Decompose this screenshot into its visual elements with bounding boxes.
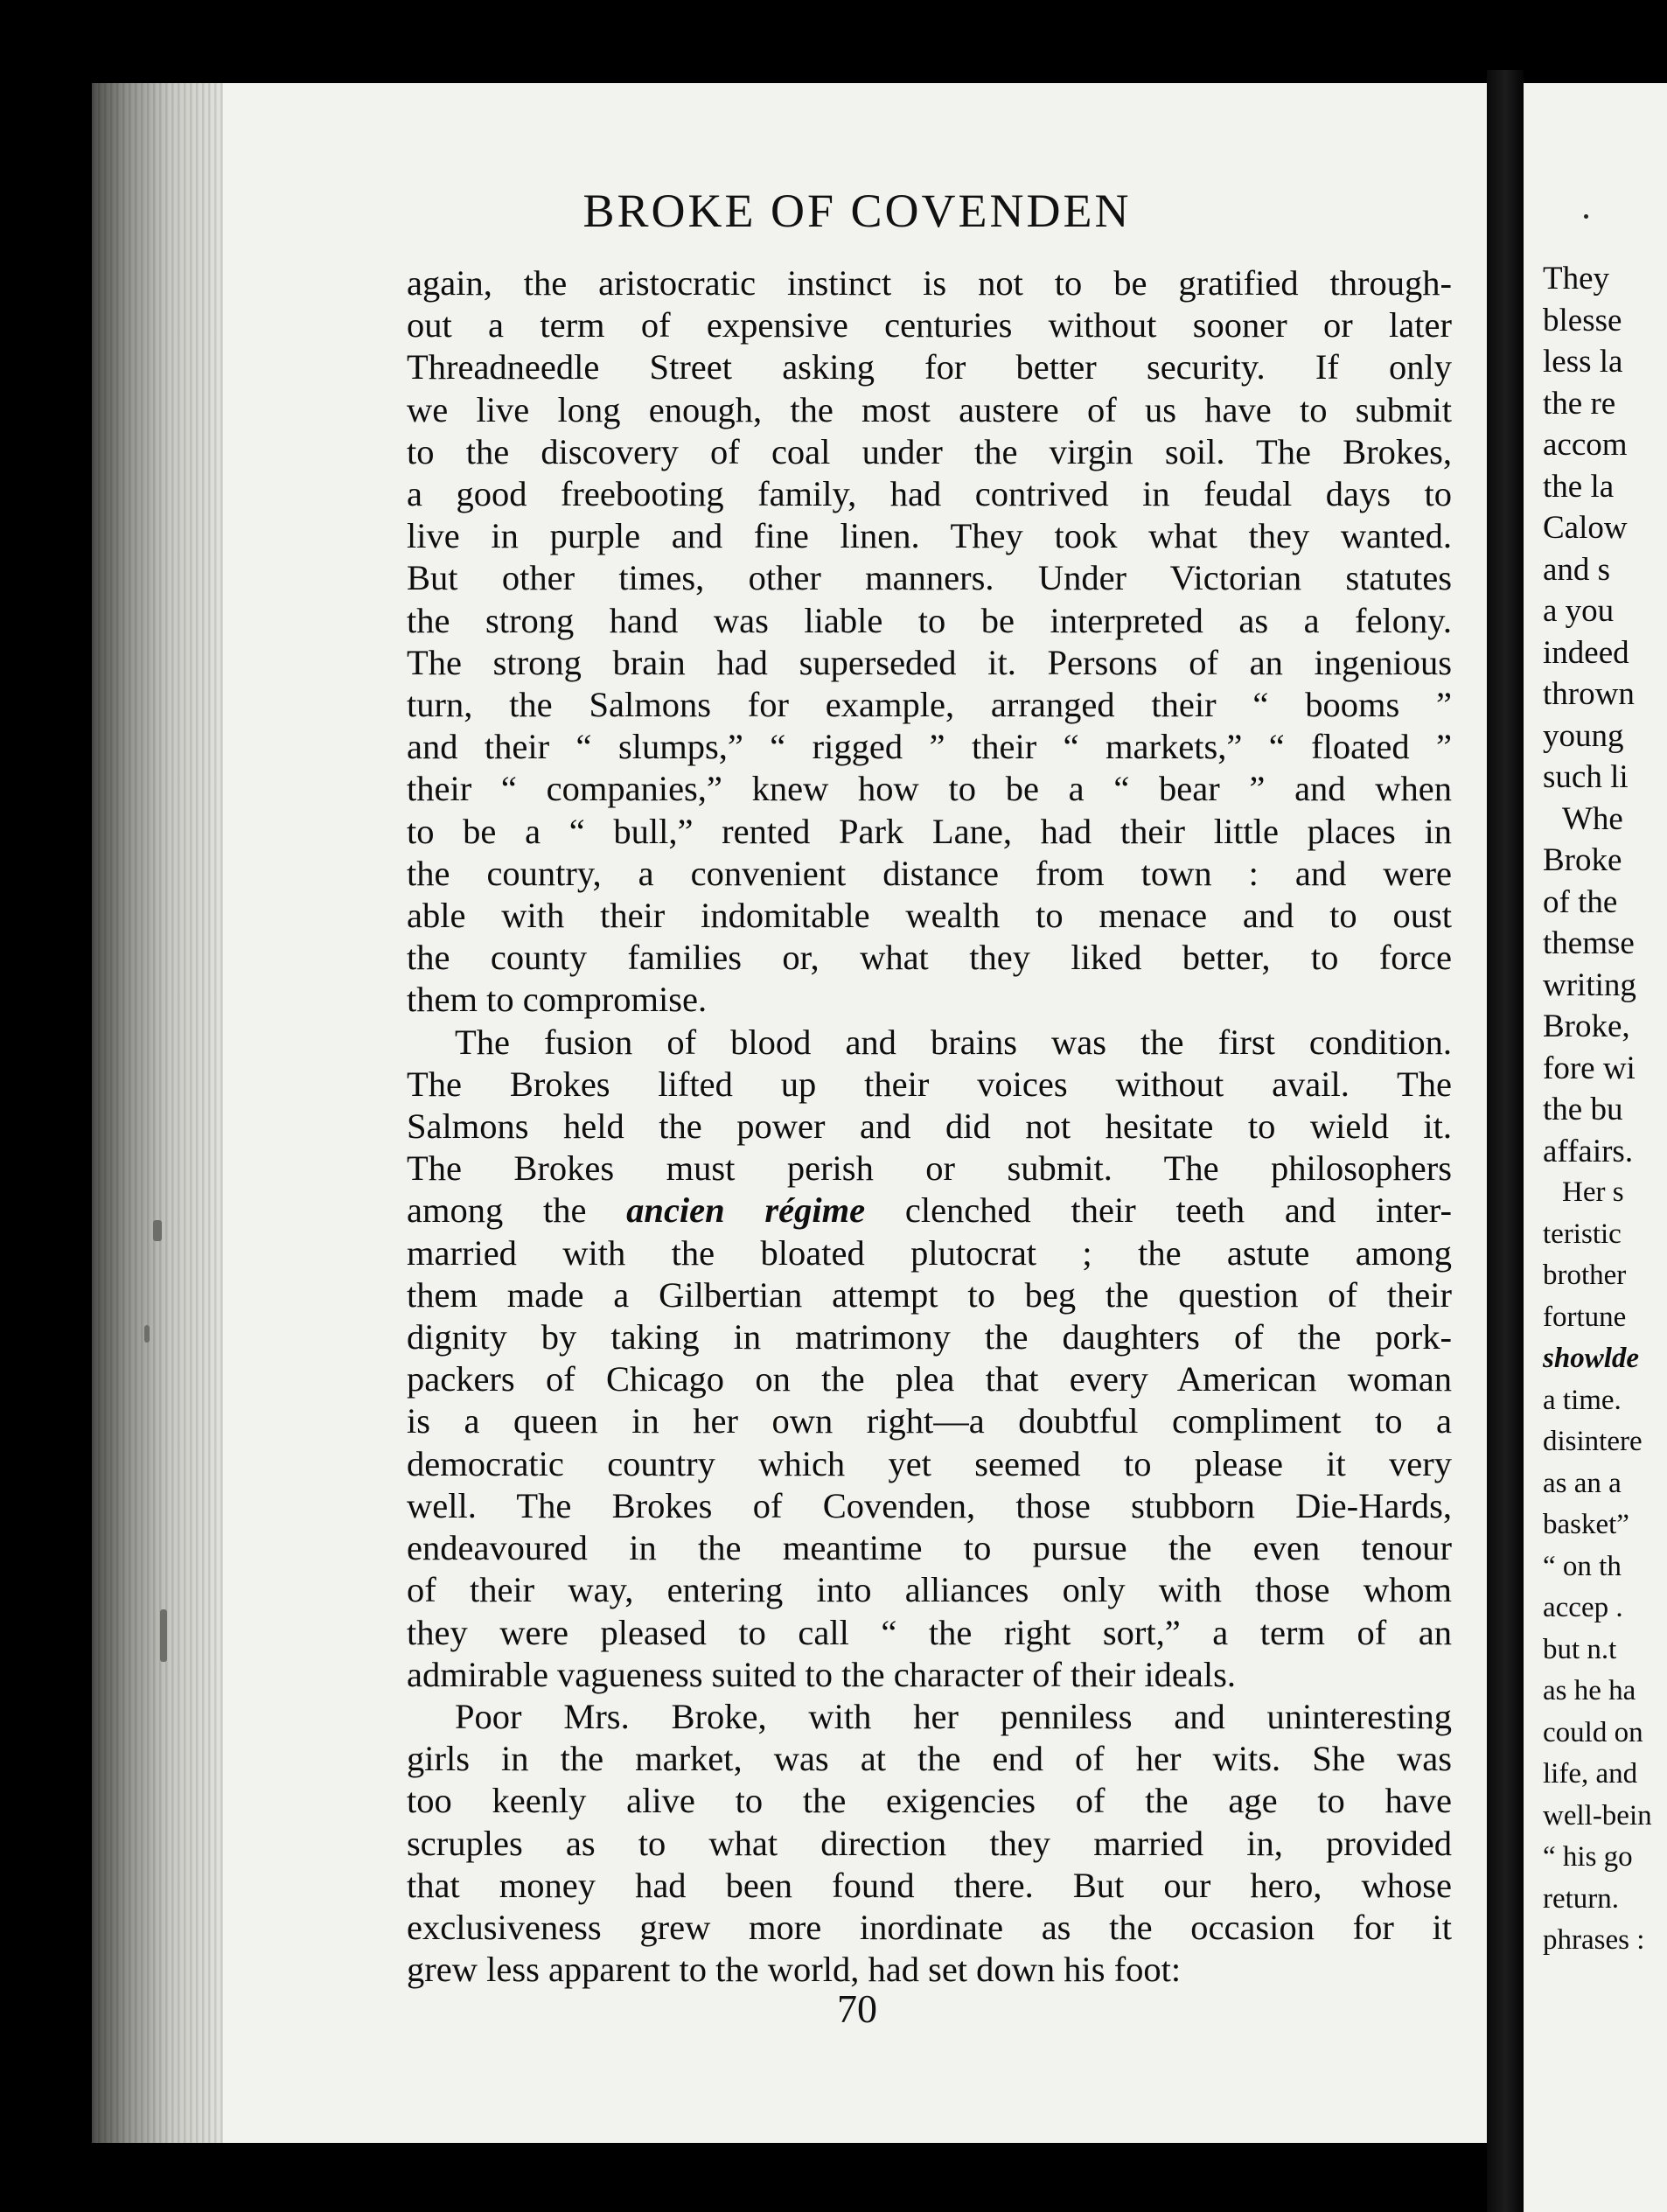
text-line: admirable vagueness suited to the character of their ideals. [407, 1654, 1236, 1694]
facing-page-line: less la [1543, 344, 1623, 380]
facing-page-line: themse [1543, 925, 1635, 961]
facing-page-line: basket” [1543, 1509, 1629, 1540]
facing-page-line: the re [1543, 385, 1616, 422]
text-line: live in purple and fine linen. They took what they wanted. [407, 516, 1452, 556]
text-line: of their way, entering into alliances only with those whom [407, 1570, 1452, 1610]
facing-page-line: Whe [1562, 800, 1623, 837]
text-line: and their “ slumps,” “ rigged ” their “ markets,” “ floated ” [407, 727, 1452, 767]
text-line: The Brokes must perish or submit. The philosophers [407, 1148, 1452, 1189]
text-line: Threadneedle Street asking for better security. If only [407, 347, 1452, 387]
facing-page-line: “ on th [1543, 1550, 1622, 1582]
text-line: out a term of expensive centuries without sooner or later [407, 305, 1452, 345]
facing-page-line: accep . [1543, 1592, 1623, 1623]
facing-page [1524, 83, 1667, 2212]
facing-page-line: and s [1543, 551, 1611, 588]
facing-page-line: affairs. [1543, 1133, 1634, 1169]
italic-phrase: ancien régime [626, 1190, 866, 1231]
facing-page-line: such li [1543, 759, 1629, 795]
facing-page-line: but n.t [1543, 1633, 1617, 1665]
facing-page-line: the la [1543, 468, 1615, 505]
text-line: is a queen in her own right—a doubtful compliment to a [407, 1401, 1452, 1441]
facing-page-line: teristic [1543, 1218, 1622, 1250]
edge-stain [153, 1220, 162, 1241]
facing-page-line: disintere [1543, 1426, 1643, 1457]
text-line: to the discovery of coal under the virgin soil. The Brokes, [407, 431, 1452, 471]
text-line: the county families or, what they liked better, to force [407, 938, 1452, 978]
text-line: girls in the market, was at the end of her wits. She was [407, 1739, 1452, 1779]
text-line: exclusiveness grew more inordinate as the occasion for it [407, 1907, 1452, 1947]
facing-page-line: showlde [1543, 1343, 1640, 1374]
text-line: them made a Gilbertian attempt to beg the question of their [407, 1274, 1452, 1315]
text-line: the strong hand was liable to be interpreted as a felony. [407, 600, 1452, 640]
facing-page-text [1543, 258, 1667, 1962]
text-line: But other times, other manners. Under Victorian statutes [407, 558, 1452, 598]
facing-page-line: accom [1543, 427, 1628, 463]
text-line: too keenly alive to the exigencies of the age to have [407, 1781, 1452, 1821]
text-line: the country, a convenient distance from town : and were [407, 853, 1452, 893]
text-line: The Brokes lifted up their voices without avail. The [407, 1064, 1452, 1104]
facing-page-line: “ his go [1543, 1841, 1633, 1873]
text-line: well. The Brokes of Covenden, those stubborn Die-Hards, [407, 1485, 1452, 1525]
body-text [407, 262, 1452, 1991]
facing-page-line: return. [1543, 1882, 1620, 1915]
facing-page-line: well-bein [1543, 1799, 1652, 1832]
text-span: clenched their teeth and inter- [865, 1190, 1452, 1231]
page-number: 70 [837, 1986, 877, 2031]
paragraph-1 [407, 262, 1452, 1022]
facing-page-line: of the [1543, 883, 1618, 920]
text-line: them to compromise. [407, 980, 708, 1020]
text-line: packers of Chicago on the plea that every American woman [407, 1359, 1452, 1399]
facing-page-line: thrown [1543, 676, 1635, 712]
text-line: that money had been found there. But our hero, whose [407, 1865, 1452, 1905]
facing-page-line: indeed [1543, 634, 1629, 671]
edge-stain [144, 1325, 150, 1343]
text-line: turn, the Salmons for example, arranged their “ booms ” [407, 685, 1452, 725]
facing-page-line: writing [1543, 966, 1636, 1003]
facing-page-line: fore wi [1543, 1050, 1636, 1086]
text-line: scruples as to what direction they married in, provided [407, 1823, 1452, 1863]
facing-page-line: Broke, [1543, 1008, 1630, 1044]
facing-page-line: fortune [1543, 1301, 1627, 1333]
facing-page-line: blesse [1543, 302, 1622, 338]
facing-page-line: could on [1543, 1716, 1643, 1748]
ink-speck [1584, 214, 1588, 219]
running-head: BROKE OF COVENDEN [582, 185, 1132, 237]
facing-page-line: a time. [1543, 1384, 1622, 1416]
facing-page-line: They [1543, 261, 1610, 297]
text-line: to be a “ bull,” rented Park Lane, had their little places in [407, 811, 1452, 851]
facing-page-line: Calow [1543, 510, 1628, 546]
facing-page-line: Broke [1543, 842, 1622, 878]
facing-page-line: as an a [1543, 1467, 1622, 1499]
facing-page-line: Her s [1562, 1176, 1624, 1208]
text-line: Salmons held the power and did not hesitate to wield it. [407, 1106, 1452, 1147]
text-line: able with their indomitable wealth to menace and to oust [407, 896, 1452, 936]
text-line: The fusion of blood and brains was the first condition. [455, 1022, 1452, 1062]
text-line: we live long enough, the most austere of us have to submit [407, 389, 1452, 429]
text-line: Poor Mrs. Broke, with her penniless and uninteresting [455, 1696, 1452, 1736]
text-line: endeavoured in the meantime to pursue the even tenour [407, 1528, 1452, 1568]
paragraph-2 [407, 1022, 1452, 1696]
facing-page-line: brother [1543, 1260, 1627, 1291]
facing-page-line: a you [1543, 593, 1615, 629]
text-line: married with the bloated plutocrat ; the astute among [407, 1232, 1452, 1273]
facing-page-line: phrases : [1543, 1924, 1645, 1956]
text-line: The strong brain had superseded it. Persons of an ingenious [407, 642, 1452, 682]
text-line: their “ companies,” knew how to be a “ bear ” and when [407, 769, 1452, 809]
page-fore-edge [92, 83, 223, 2143]
facing-page-line: life, and [1543, 1758, 1638, 1790]
text-line: grew less apparent to the world, had set down his foot: [407, 1950, 1182, 1990]
edge-stain [160, 1609, 167, 1662]
text-line: a good freebooting family, had contrived in feudal days to [407, 474, 1452, 514]
text-line: democratic country which yet seemed to please it very [407, 1443, 1452, 1483]
text-line: among the ancien régime clenched their teeth and inter- [407, 1190, 1452, 1231]
text-line: again, the aristocratic instinct is not to be gratified through- [407, 263, 1452, 303]
book-gutter [1487, 70, 1524, 2212]
facing-page-line: young [1543, 717, 1624, 754]
paragraph-3 [407, 1696, 1452, 1991]
text-line: they were pleased to call “ the right sort,” a term of an [407, 1612, 1452, 1652]
text-line: dignity by taking in matrimony the daughters of the pork- [407, 1317, 1452, 1357]
facing-page-line: as he ha [1543, 1675, 1636, 1706]
facing-page-line: the bu [1543, 1092, 1623, 1127]
